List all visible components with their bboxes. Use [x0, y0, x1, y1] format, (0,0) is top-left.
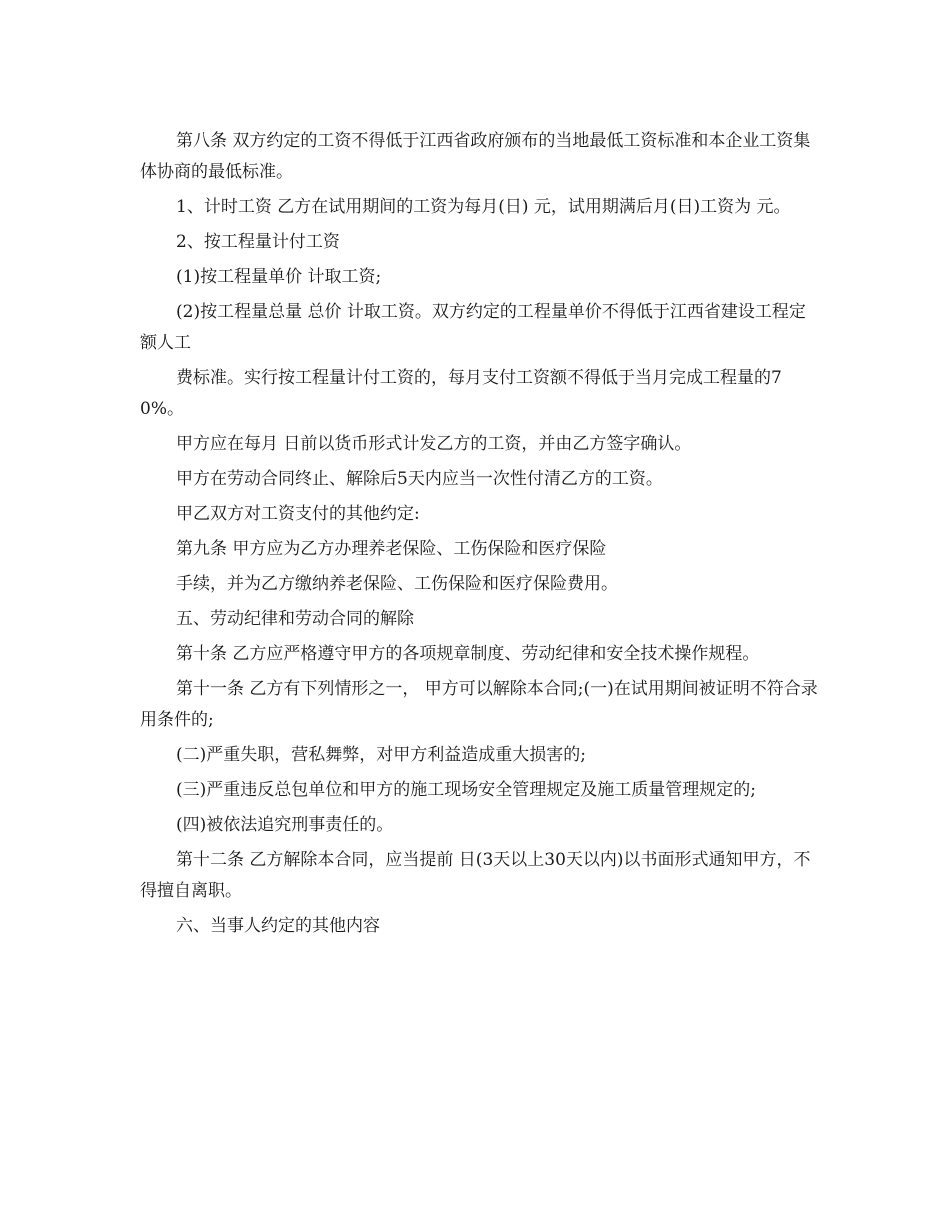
paragraph-monthly-payment: 甲方应在每月 日前以货币形式计发乙方的工资，并由乙方签字确认。: [176, 434, 692, 454]
paragraph-unit-price: (1)按工程量单价 计取工资;: [176, 267, 382, 287]
section-heading-other: 六、当事人约定的其他内容: [176, 916, 380, 936]
paragraph-article-12: 第十二条 乙方解除本合同，应当提前 日(3天以上30天以内)以书面形式通知甲方，不得擅自离职。: [140, 850, 811, 901]
paragraph-item-2: (二)严重失职，营私舞弊，对甲方利益造成重大损害的;: [176, 745, 586, 765]
paragraph-workload-wage: 2、按工程量计付工资: [176, 232, 340, 252]
document-body: [140, 126, 820, 946]
paragraph-article-10: 第十条 乙方应严格遵守甲方的各项规章制度、劳动纪律和安全技术操作规程。: [176, 644, 760, 664]
paragraph-article-8: 第八条 双方约定的工资不得低于江西省政府颁布的当地最低工资标准和本企业工资集体协商的最低标准。: [140, 131, 811, 182]
paragraph-final-payment: 甲方在劳动合同终止、解除后5天内应当一次性付清乙方的工资。: [176, 469, 663, 489]
section-heading-discipline: 五、劳动纪律和劳动合同的解除: [176, 609, 414, 629]
paragraph-item-4: (四)被依法追究刑事责任的。: [176, 815, 394, 835]
paragraph-insurance-fees: 手续，并为乙方缴纳养老保险、工伤保险和医疗保险费用。: [176, 574, 618, 594]
paragraph-labor-fee-standard: 费标准。实行按工程量计付工资的，每月支付工资额不得低于当月完成工程量的70%。: [140, 368, 782, 419]
paragraph-other-wage-terms: 甲乙双方对工资支付的其他约定:: [176, 504, 420, 524]
paragraph-article-11: 第十一条 乙方有下列情形之一， 甲方可以解除本合同;(一)在试用期间被证明不符合录用条件的;: [140, 679, 818, 730]
paragraph-hourly-wage: 1、计时工资 乙方在试用期间的工资为每月(日) 元，试用期满后月(日)工资为 元。: [176, 197, 791, 217]
paragraph-total-price: (2)按工程量总量 总价 计取工资。双方约定的工程量单价不得低于江西省建设工程定额人工: [140, 302, 806, 353]
paragraph-item-3: (三)严重违反总包单位和甲方的施工现场安全管理规定及施工质量管理规定的;: [176, 780, 756, 800]
paragraph-article-9: 第九条 甲方应为乙方办理养老保险、工伤保险和医疗保险: [176, 539, 607, 559]
